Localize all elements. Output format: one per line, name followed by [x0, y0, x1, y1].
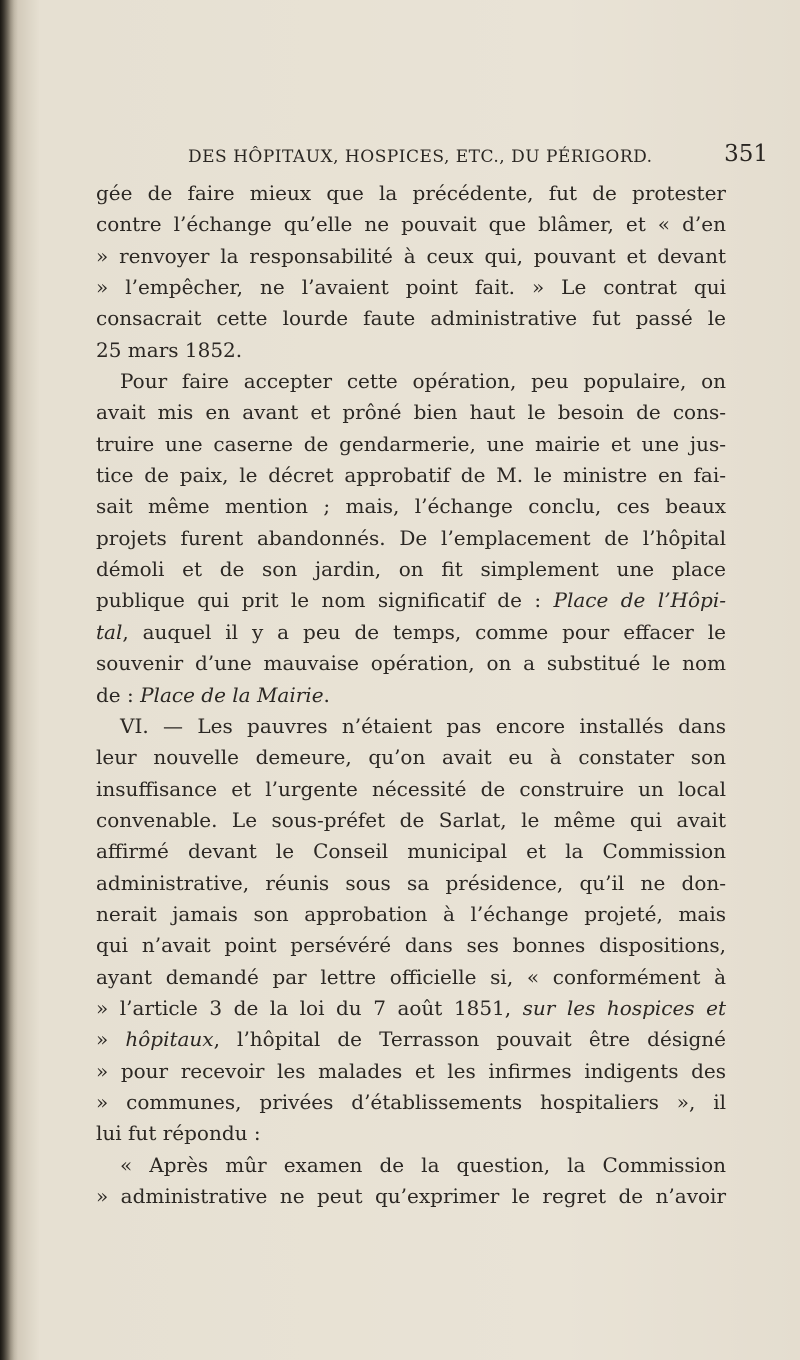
italic-place-name: Place de l’Hôpi-	[553, 588, 726, 613]
text-line: nerait jamais son approbation à l’échange projeté, mais	[96, 901, 726, 926]
paragraph-start-line: « Après mûr examen de la question, la Commission	[120, 1152, 726, 1177]
text-line: » renvoyer la responsabilité à ceux qui, pouvant et devant	[96, 243, 726, 268]
text-line: convenable. Le sous-préfet de Sarlat, le même qui avait	[96, 807, 726, 832]
text-line: consacrait cette lourde faute administrative fut passé le	[96, 306, 726, 331]
text-line: sait même mention ; mais, l’échange conclu, ces beaux	[96, 494, 726, 519]
text-line: qui n’avait point persévéré dans ses bonnes dispositions,	[96, 933, 726, 958]
text-line: tal, auquel il y a peu de temps, comme pour effacer le	[96, 619, 726, 644]
text-line: » communes, privées d’établissements hospitaliers », il	[96, 1089, 726, 1114]
text-line: truire une caserne de gendarmerie, une mairie et une jus-	[96, 431, 726, 456]
text-line: insuffisance et l’urgente nécessité de construire un local	[96, 776, 726, 801]
paragraph-start-line: VI. — Les pauvres n’étaient pas encore installés dans	[120, 713, 726, 738]
page-number: 351	[724, 141, 768, 167]
paragraph-end-line: lui fut répondu :	[96, 1121, 261, 1146]
text-line: » pour recevoir les malades et les infirmes indigents des	[96, 1058, 726, 1083]
text-line: publique qui prit le nom significatif de : Place de l’Hôpi-	[96, 588, 726, 613]
text-line: » l’empêcher, ne l’avaient point fait. » Le contrat qui	[96, 275, 726, 300]
text-line: » hôpitaux, l’hôpital de Terrasson pouvait être désigné	[96, 1027, 726, 1052]
text-line: » l’article 3 de la loi du 7 août 1851, sur les hospices et	[96, 995, 726, 1020]
paragraph-end-line: 25 mars 1852.	[96, 337, 243, 362]
text-line: avait mis en avant et prôné bien haut le besoin de cons-	[96, 400, 726, 425]
text-line: leur nouvelle demeure, qu’on avait eu à constater son	[96, 745, 726, 770]
text-line: ayant demandé par lettre officielle si, « conformément à	[96, 964, 726, 989]
text-line: projets furent abandonnés. De l’emplacement de l’hôpital	[96, 525, 726, 550]
text-line: » administrative ne peut qu’exprimer le regret de n’avoir	[96, 1184, 726, 1208]
text-line: démoli et de son jardin, on fit simplement une place	[96, 557, 726, 582]
text-line: administrative, réunis sous sa présidence, qu’il ne don-	[96, 870, 726, 895]
text-line: contre l’échange qu’elle ne pouvait que blâmer, et « d’en	[96, 212, 726, 237]
binding-shadow	[0, 0, 18, 1360]
text-line: tice de paix, le décret approbatif de M. le ministre en fai-	[96, 463, 726, 488]
italic-law-title: sur les hospices et	[522, 995, 726, 1020]
text-line: affirmé devant le Conseil municipal et la Commission	[96, 839, 726, 864]
paragraph-end-line: de : Place de la Mairie.	[96, 682, 330, 707]
page-header	[188, 141, 768, 173]
text-line: souvenir d’une mauvaise opération, on a substitué le nom	[96, 651, 726, 676]
running-title: DES HÔPITAUX, HOSPICES, ETC., DU PÉRIGORD.	[188, 147, 653, 167]
body-text	[96, 178, 726, 1212]
italic-place-name: Place de la Mairie	[140, 682, 324, 707]
italic-place-name: tal	[96, 619, 123, 644]
italic-law-title: hôpitaux	[125, 1027, 214, 1052]
paragraph-start-line: Pour faire accepter cette opération, peu populaire, on	[120, 369, 726, 394]
text-line: gée de faire mieux que la précédente, fut de protester	[96, 181, 726, 205]
